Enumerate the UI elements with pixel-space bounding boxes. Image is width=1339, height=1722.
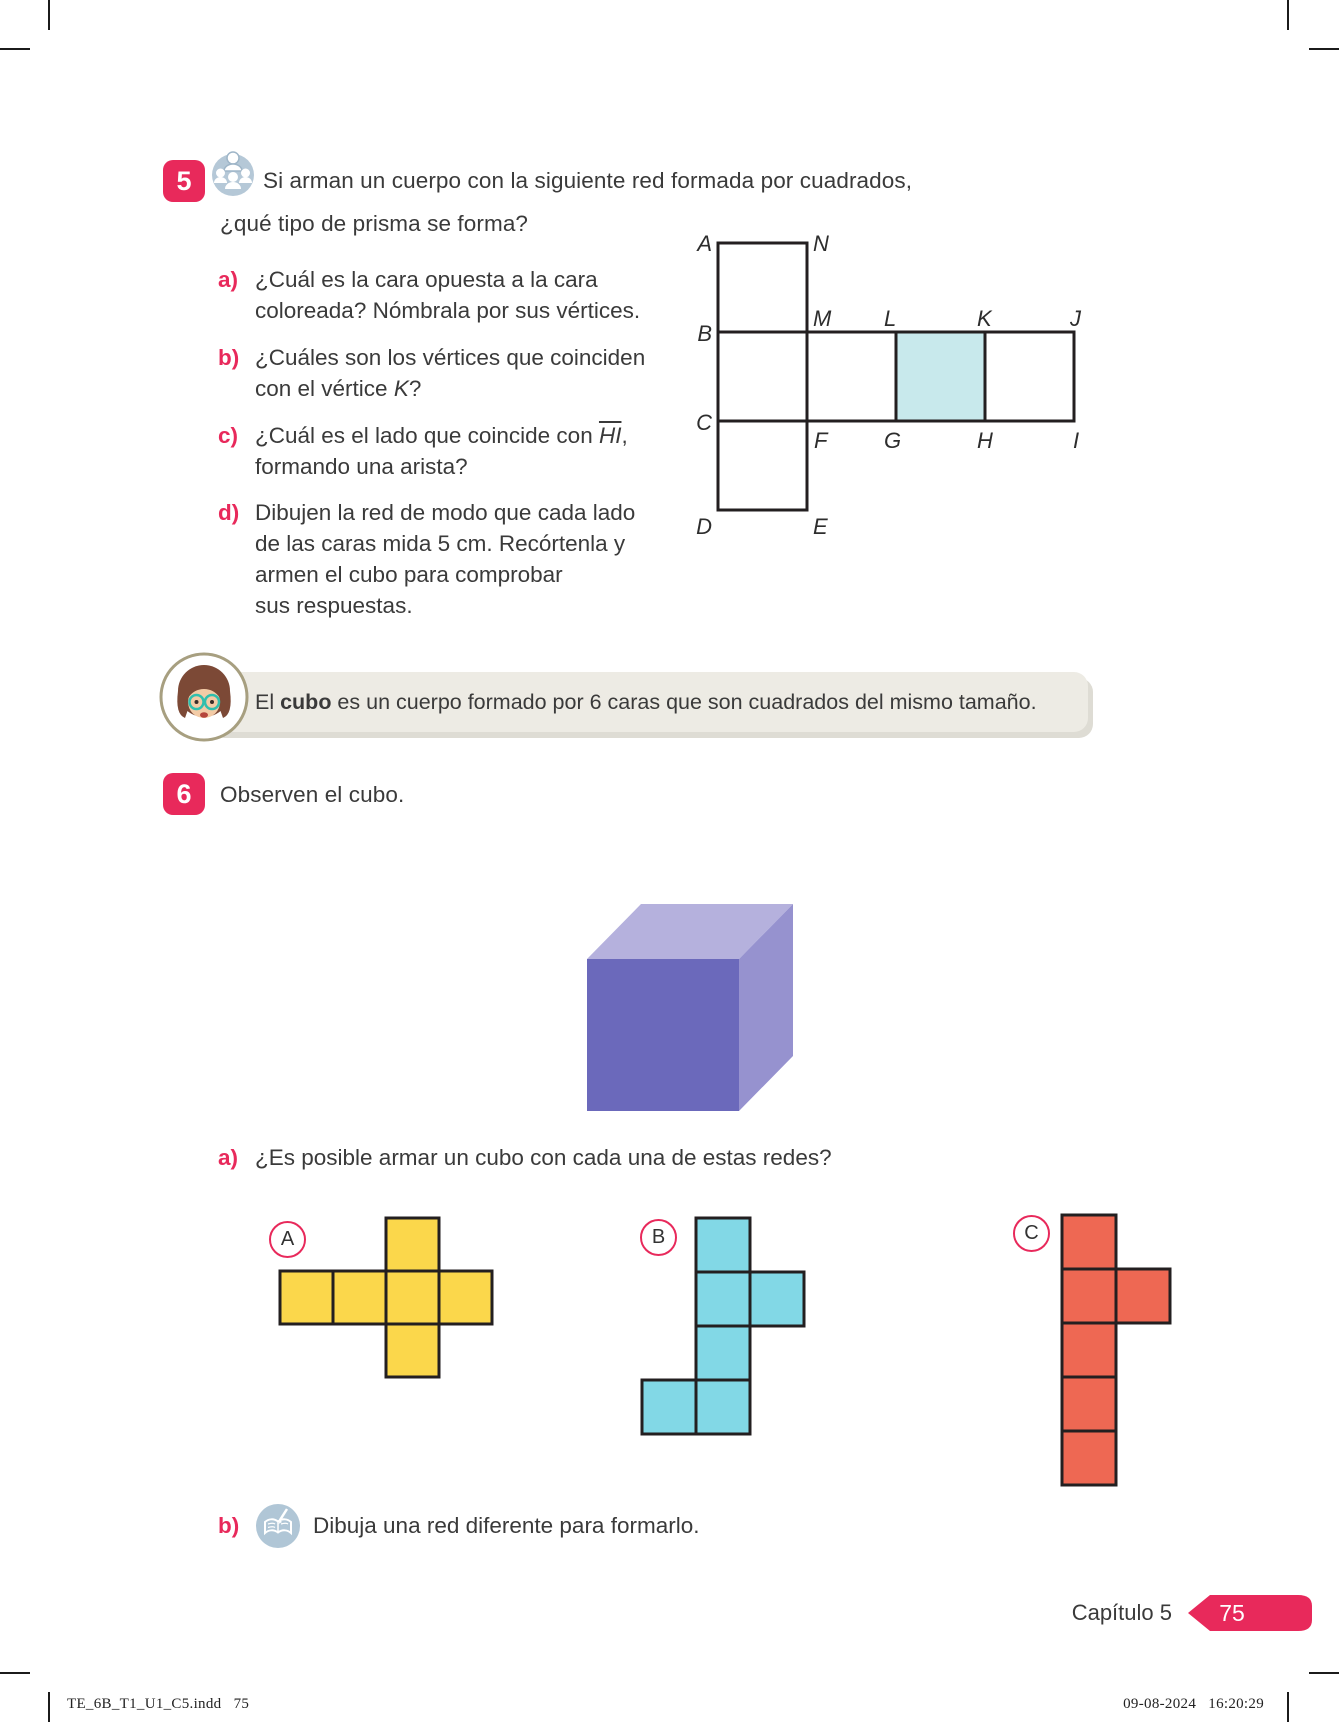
vertex-label-G: G xyxy=(884,428,902,453)
group-work-icon xyxy=(210,150,256,196)
question-item-a xyxy=(218,264,688,326)
vertex-label-M: M xyxy=(813,306,832,331)
question-item-b xyxy=(218,342,688,404)
crop-mark-bottom-left-h xyxy=(0,1672,30,1674)
crop-mark-bottom-right-h xyxy=(1309,1672,1339,1674)
problem-6-title: Observen el cubo. xyxy=(220,782,405,807)
vertex-label-D: D xyxy=(696,514,712,539)
question-letter: b) xyxy=(218,1513,240,1538)
question-letter: a) xyxy=(218,267,239,292)
crop-mark-top-left-h xyxy=(0,48,30,50)
question-item-c xyxy=(218,420,688,482)
page-number-badge xyxy=(1186,1593,1316,1633)
crop-mark-bottom-left-v xyxy=(48,1692,50,1722)
cube-illustration xyxy=(580,900,800,1115)
net-label-C: C xyxy=(1013,1215,1050,1252)
page-number: 75 xyxy=(1219,1600,1245,1626)
question-text: ¿Cuál es el lado que coincide con $\overline{HI}$, formando una arista? xyxy=(255,423,628,479)
crop-mark-bottom-right-v xyxy=(1287,1692,1289,1722)
print-filename: TE_6B_T1_U1_C5.indd 75 xyxy=(67,1696,250,1712)
problem-5-intro-line-1: Si arman un cuerpo con la siguiente red formada por cuadrados, xyxy=(263,168,913,193)
vertex-label-N: N xyxy=(813,231,829,256)
chapter-label: Capítulo 5 xyxy=(1071,1600,1172,1625)
question-text: Dibuja una red diferente para formarlo. xyxy=(313,1513,700,1538)
print-timestamp: 09-08-2024 16:20:29 xyxy=(1123,1696,1264,1712)
question-letter: a) xyxy=(218,1145,239,1170)
crop-mark-top-right-h xyxy=(1309,48,1339,50)
problem-6-badge: 6 xyxy=(163,773,205,815)
question-letter: d) xyxy=(218,500,240,525)
vertex-label-B: B xyxy=(697,321,712,346)
net-C-diagram xyxy=(1055,1190,1180,1500)
highlighted-face xyxy=(896,332,985,421)
net-A-diagram xyxy=(255,1195,505,1390)
question-letter: c) xyxy=(218,423,239,448)
vertex-label-H: H xyxy=(977,428,993,453)
vertex-label-F: F xyxy=(814,428,828,453)
vertex-label-L: L xyxy=(884,306,897,331)
vertex-label-J: J xyxy=(1070,306,1081,331)
question-text: ¿Cuál es la cara opuesta a la cara coloreada? Nómbrala por sus vértices. xyxy=(255,267,641,323)
callout-text: El cubo es un cuerpo formado por 6 caras que son cuadrados del mismo tamaño. xyxy=(255,690,1037,714)
girl-avatar xyxy=(158,651,250,743)
crop-mark-top-right-v xyxy=(1287,0,1289,30)
notebook-pencil-icon xyxy=(255,1503,301,1549)
callout-box xyxy=(205,672,1088,732)
cube-front-face xyxy=(587,959,739,1111)
question-text: ¿Es posible armar un cubo con cada una de estas redes? xyxy=(255,1145,832,1170)
net-label-A: A xyxy=(269,1221,306,1258)
question-text: ¿Cuáles son los vértices que coinciden con el vértice K? xyxy=(255,345,646,401)
question-item-b-draw xyxy=(218,1502,699,1550)
question-item-a-nets xyxy=(218,1145,978,1171)
problem-5-intro-line-2: ¿qué tipo de prisma se forma? xyxy=(220,211,529,236)
vertex-label-A: A xyxy=(697,231,712,256)
question-letter: b) xyxy=(218,345,240,370)
net-B-diagram xyxy=(635,1195,815,1445)
net-label-B: B xyxy=(640,1219,677,1256)
vertex-label-C: C xyxy=(696,410,712,435)
question-item-d xyxy=(218,497,688,621)
vertex-label-K: K xyxy=(977,306,992,331)
vertex-label-I: I xyxy=(1073,428,1080,453)
crop-mark-top-left-v xyxy=(48,0,50,30)
problem-5-badge: 5 xyxy=(163,160,205,202)
vertex-label-E: E xyxy=(813,514,828,539)
question-text: Dibujen la red de modo que cada lado de las caras mida 5 cm. Recórtenla y armen el cubo para comprobar sus respuestas. xyxy=(255,500,636,618)
cube-net-diagram xyxy=(680,215,1100,545)
